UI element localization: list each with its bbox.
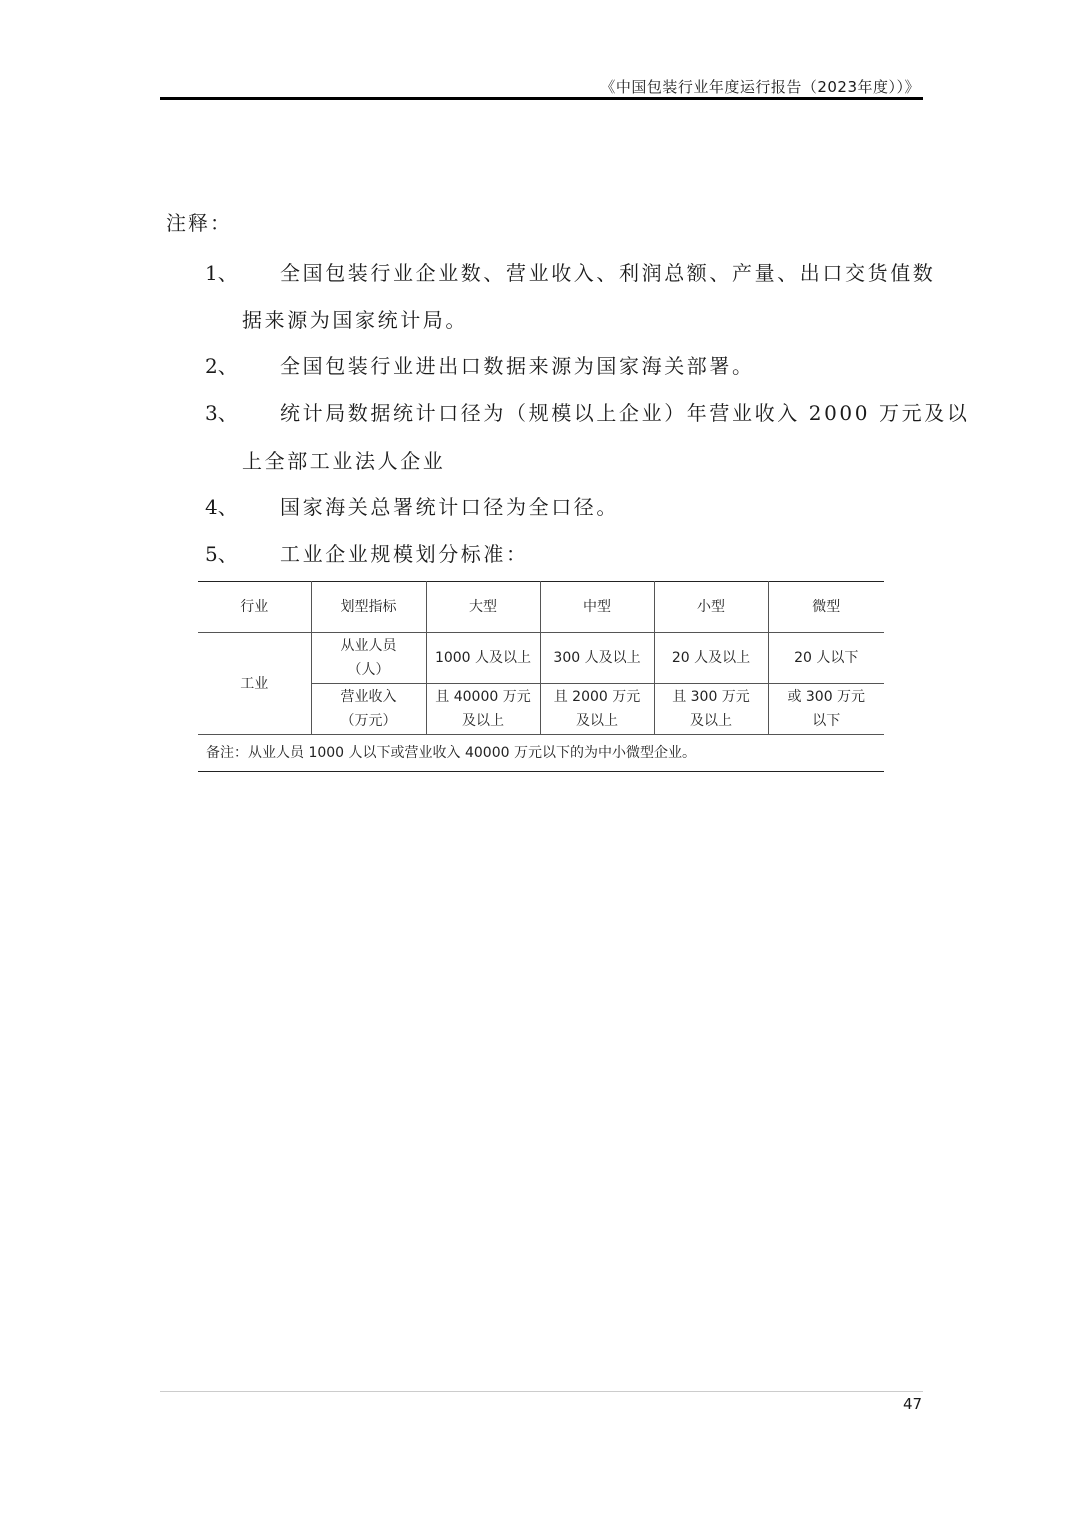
note-number: 3、 [205, 401, 238, 425]
note-text: 国家海关总署统计口径为全口径。 [280, 495, 619, 519]
value-cell: 20 人及以上 [654, 633, 768, 684]
value-cell: 300 人及以上 [540, 633, 654, 684]
note-number: 1、 [205, 261, 238, 285]
value-cell: 且 300 万元 及以上 [654, 684, 768, 735]
header-industry: 行业 [198, 582, 311, 633]
value-cell: 且 40000 万元 及以上 [426, 684, 540, 735]
table-row [198, 633, 884, 684]
note-text: 统计局数据统计口径为（规模以上企业）年营业收入 2000 万元及以 [280, 401, 970, 425]
value-cell: 或 300 万元 以下 [768, 684, 884, 735]
note-text: 全国包装行业进出口数据来源为国家海关部署。 [280, 354, 755, 378]
header-small: 小型 [654, 582, 768, 633]
footer-rule [160, 1391, 923, 1392]
header-micro: 微型 [768, 582, 884, 633]
header-rule [160, 97, 923, 100]
note-text: 全国包装行业企业数、营业收入、利润总额、产量、出口交货值数 [280, 261, 936, 285]
notes-label: 注释： [166, 211, 232, 235]
header-indicator: 划型指标 [311, 582, 426, 633]
running-header-title: 《中国包装行业年度运行报告（2023年度））》 [600, 78, 920, 96]
industry-cell: 工业 [198, 633, 311, 735]
note-number: 5、 [205, 542, 238, 566]
note-number: 2、 [205, 354, 238, 378]
table-footnote: 备注：从业人员 1000 人以下或营业收入 40000 万元以下的为中小微型企业。 [198, 735, 884, 772]
header-large: 大型 [426, 582, 540, 633]
enterprise-scale-table [198, 581, 884, 772]
value-cell: 且 2000 万元 及以上 [540, 684, 654, 735]
note-continuation: 上全部工业法人企业 [242, 449, 446, 473]
note-number: 4、 [205, 495, 238, 519]
value-cell: 20 人以下 [768, 633, 884, 684]
note-text: 工业企业规模划分标准： [280, 542, 529, 566]
indicator-cell: 营业收入 （万元） [311, 684, 426, 735]
note-continuation: 据来源为国家统计局。 [242, 308, 468, 332]
value-cell: 1000 人及以上 [426, 633, 540, 684]
indicator-cell: 从业人员 （人） [311, 633, 426, 684]
header-medium: 中型 [540, 582, 654, 633]
page-number: 47 [903, 1395, 923, 1413]
